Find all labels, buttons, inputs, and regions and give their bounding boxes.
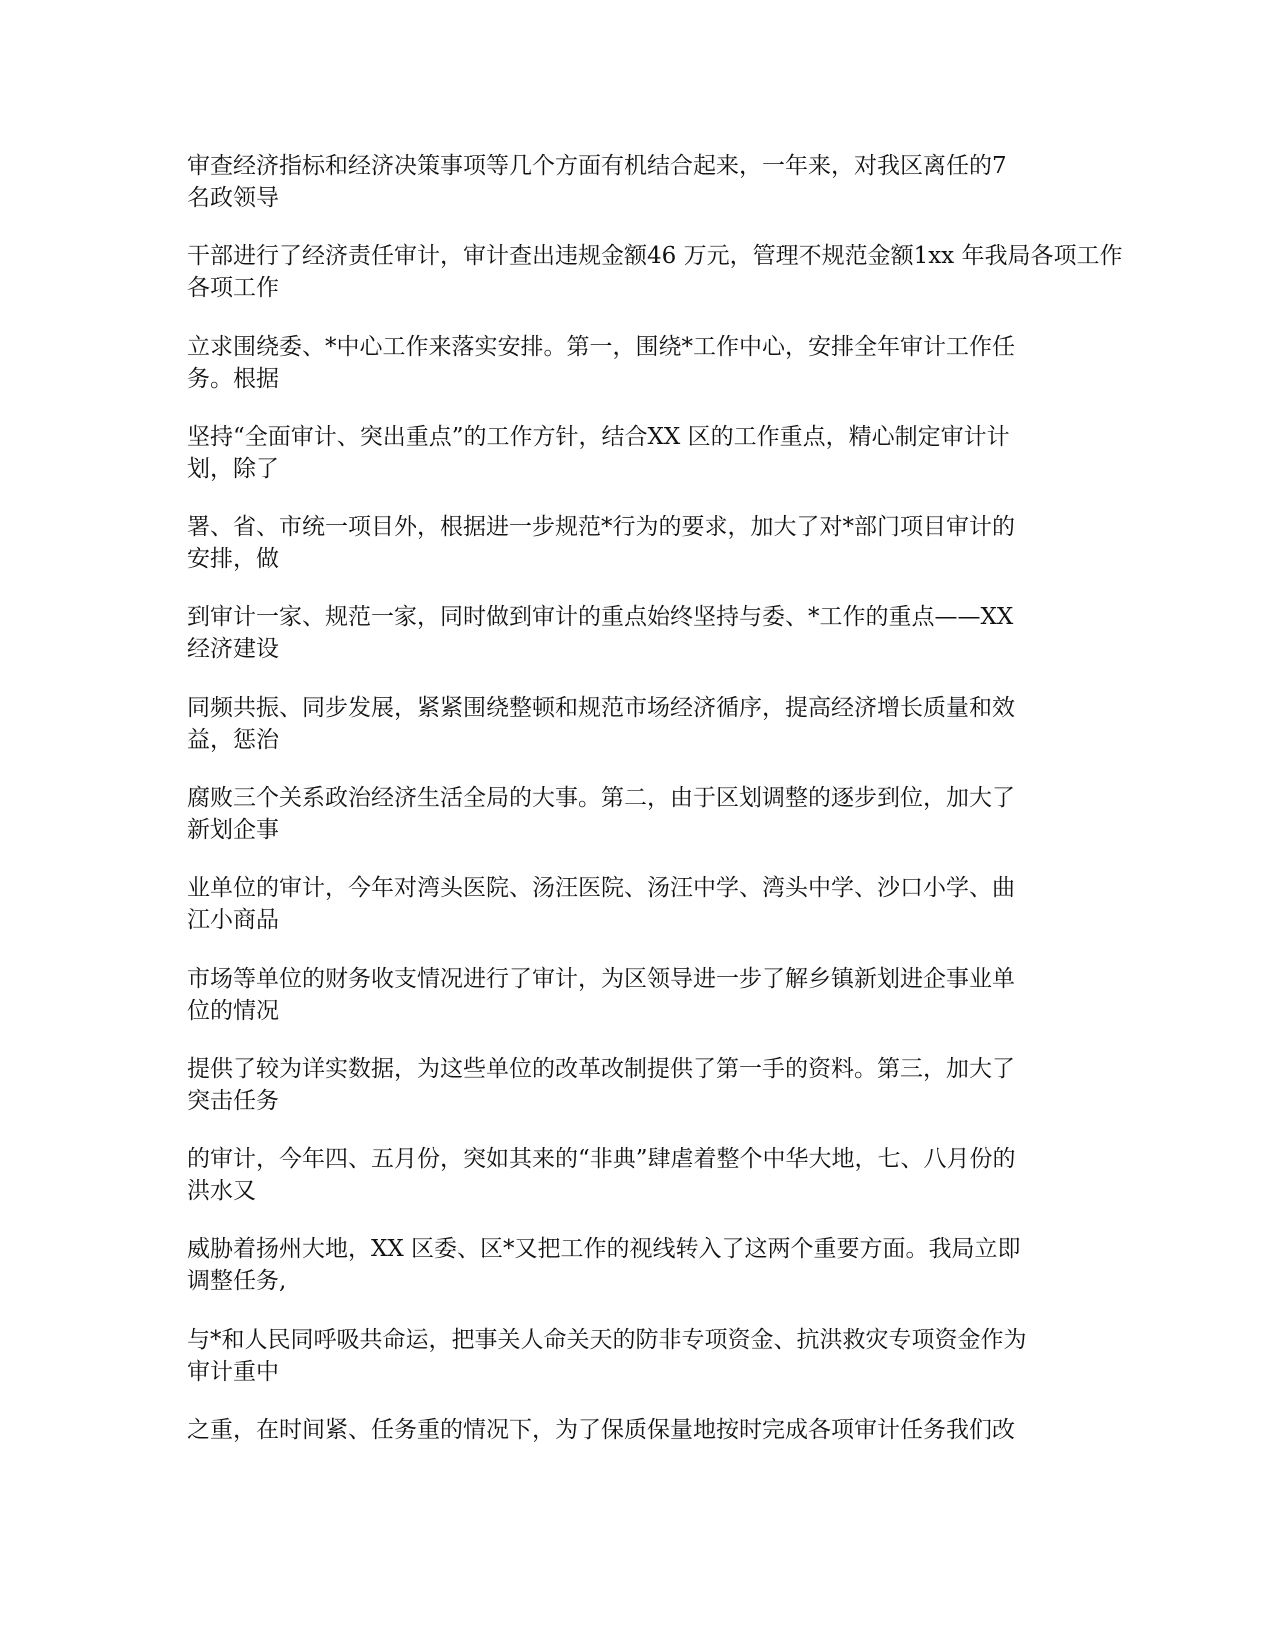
paragraph-line: 干部进行了经济责任审计，审计查出违规金额46 万元，管理不规范金额1xx 年我局各项工作 [187,243,1123,269]
paragraph-1 [187,150,1087,214]
paragraph-line: 威胁着扬州大地，XX 区委、区*又把工作的视线转入了这两个重要方面。我局立即 [187,1236,1021,1262]
paragraph-line: 审计重中 [187,1359,279,1385]
paragraph-4 [187,421,1087,485]
paragraph-line: 腐败三个关系政治经济生活全局的大事。第二，由于区划调整的逐步到位，加大了 [187,785,1015,811]
paragraph-15 [187,1414,1087,1446]
paragraph-line: 经济建设 [187,636,279,662]
paragraph-line: 市场等单位的财务收支情况进行了审计，为区领导进一步了解乡镇新划进企事业单 [187,966,1015,992]
paragraph-2 [187,240,1123,304]
paragraph-line: 安排，做 [187,546,279,572]
paragraph-6 [187,601,1087,665]
paragraph-8 [187,782,1087,846]
paragraph-line: 益，惩治 [187,727,279,753]
paragraph-line: 划，除了 [187,456,279,482]
paragraph-10 [187,963,1087,1027]
paragraph-line: 之重，在时间紧、任务重的情况下，为了保质保量地按时完成各项审计任务我们改 [187,1417,1015,1443]
paragraph-line: 江小商品 [187,907,279,933]
paragraph-13 [187,1233,1087,1297]
paragraph-line: 坚持“全面审计、突出重点”的工作方针，结合XX 区的工作重点，精心制定审计计 [187,424,1010,450]
paragraph-line: 业单位的审计，今年对湾头医院、汤汪医院、汤汪中学、湾头中学、沙口小学、曲 [187,875,1015,901]
paragraph-line: 突击任务 [187,1088,279,1114]
paragraph-line: 署、省、市统一项目外，根据进一步规范*行为的要求，加大了对*部门项目审计的 [187,514,1015,540]
paragraph-11 [187,1053,1087,1117]
paragraph-14 [187,1324,1087,1388]
paragraph-line: 务。根据 [187,366,279,392]
paragraph-line: 与*和人民同呼吸共命运，把事关人命关天的防非专项资金、抗洪救灾专项资金作为 [187,1327,1027,1353]
paragraph-line: 各项工作 [187,275,279,301]
paragraph-line: 新划企事 [187,817,279,843]
paragraph-line: 立求围绕委、*中心工作来落实安排。第一，围绕*工作中心，安排全年审计工作任 [187,334,1015,360]
paragraph-5 [187,511,1087,575]
paragraph-line: 同频共振、同步发展，紧紧围绕整顿和规范市场经济循序，提高经济增长质量和效 [187,695,1015,721]
paragraph-line: 洪水又 [187,1178,256,1204]
paragraph-line: 名政领导 [187,185,279,211]
paragraph-line: 的审计，今年四、五月份，突如其来的“非典”肆虐着整个中华大地，七、八月份的 [187,1146,1016,1172]
paragraph-line: 到审计一家、规范一家，同时做到审计的重点始终坚持与委、*工作的重点——XX [187,604,1014,630]
paragraph-9 [187,872,1087,936]
paragraph-line: 审查经济指标和经济决策事项等几个方面有机结合起来，一年来，对我区离任的7 [187,153,1007,179]
paragraph-12 [187,1143,1087,1207]
paragraph-7 [187,692,1087,756]
paragraph-line: 调整任务, [187,1268,287,1294]
paragraph-3 [187,331,1087,395]
paragraph-line: 提供了较为详实数据，为这些单位的改革改制提供了第一手的资料。第三，加大了 [187,1056,1015,1082]
paragraph-line: 位的情况 [187,998,279,1024]
